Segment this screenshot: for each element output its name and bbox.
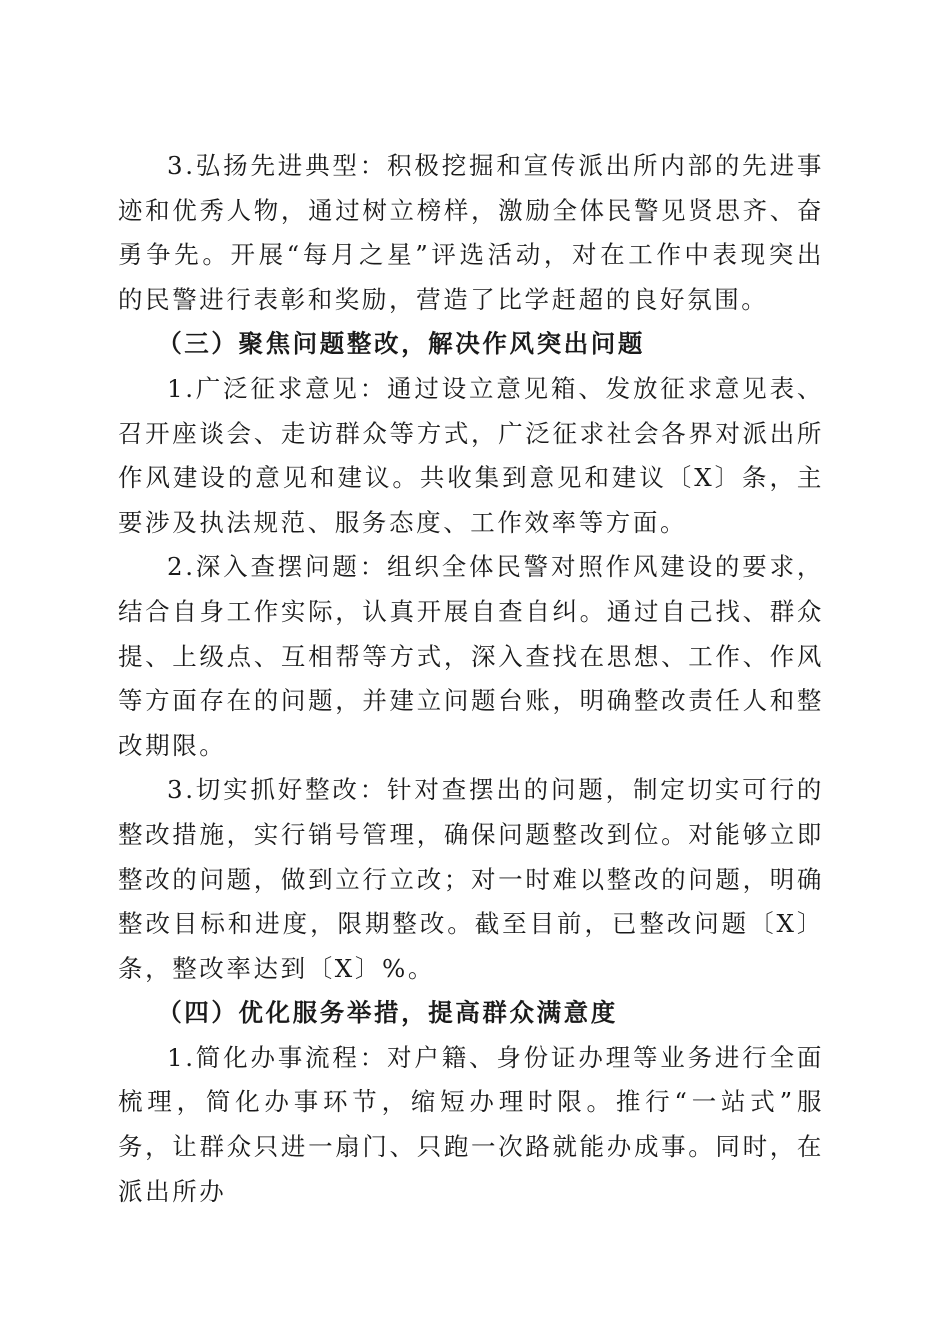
document-page <box>118 144 824 1214</box>
section-heading-4: （四）优化服务举措，提高群众满意度 <box>157 998 618 1028</box>
section-heading-3: （三）聚焦问题整改，解决作风突出问题 <box>157 329 645 359</box>
paragraph-commend-models: 3.弘扬先进典型：积极挖掘和宣传派出所内部的先进事迹和优秀人物，通过树立榜样，激励全体民警见贤思齐、奋勇争先。开展“每月之星”评选活动，对在工作中表现突出的民警进行表彰和奖励，营造了比学赶超的良好氛围。 <box>118 151 824 314</box>
paragraph-solicit-opinions: 1.广泛征求意见：通过设立意见箱、发放征求意见表、召开座谈会、走访群众等方式，广泛征求社会各界对派出所作风建设的意见和建议。共收集到意见和建议〔X〕条，主要涉及执法规范、服务态度、工作效率等方面。 <box>118 373 824 537</box>
paragraph-rectification: 3.切实抓好整改：针对查摆出的问题，制定切实可行的整改措施，实行销号管理，确保问题整改到位。对能够立即整改的问题，做到立行立改；对一时难以整改的问题，明确整改目标和进度，限期整改。截至目前，已整改问题〔X〕条，整改率达到〔X〕%。 <box>118 775 824 983</box>
paragraph-find-problems: 2.深入查摆问题：组织全体民警对照作风建设的要求，结合自身工作实际，认真开展自查自纠。通过自己找、群众提、上级点、互相帮等方式，深入查找在思想、工作、作风等方面存在的问题，并建立问题台账，明确整改责任人和整改期限。 <box>118 552 824 760</box>
paragraph-simplify-process: 1.简化办事流程：对户籍、身份证办理等业务进行全面梳理，简化办事环节，缩短办理时限。推行“一站式”服务，让群众只进一扇门、只跑一次路就能办成事。同时，在派出所办 <box>118 1042 824 1206</box>
